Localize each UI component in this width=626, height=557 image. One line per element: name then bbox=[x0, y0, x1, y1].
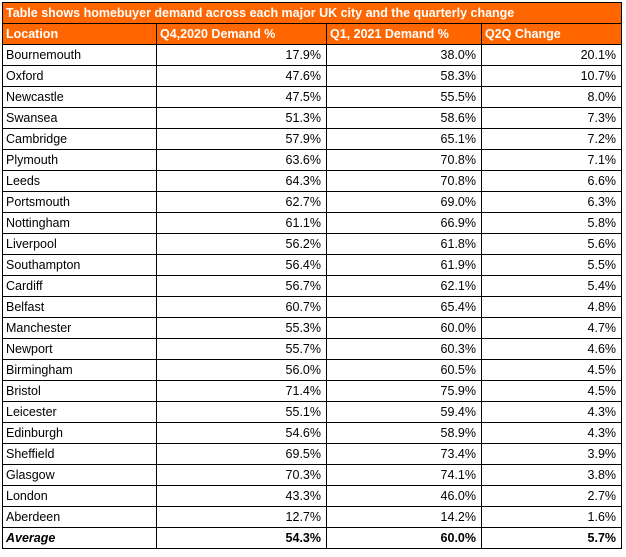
cell-q4-2020: 60.7% bbox=[157, 297, 327, 318]
cell-location: Swansea bbox=[3, 108, 157, 129]
table-row bbox=[3, 255, 622, 276]
cell-q4-2020: 56.0% bbox=[157, 360, 327, 381]
cell-q4-2020: 55.1% bbox=[157, 402, 327, 423]
cell-change: 3.8% bbox=[482, 465, 622, 486]
cell-q1-2021: 58.6% bbox=[327, 108, 482, 129]
cell-change: 7.2% bbox=[482, 129, 622, 150]
cell-q1-2021: 61.9% bbox=[327, 255, 482, 276]
cell-change: 4.8% bbox=[482, 297, 622, 318]
table-row bbox=[3, 276, 622, 297]
cell-change: 2.7% bbox=[482, 486, 622, 507]
cell-q4-2020: 54.6% bbox=[157, 423, 327, 444]
cell-location: Birmingham bbox=[3, 360, 157, 381]
table-row bbox=[3, 66, 622, 87]
cell-location: Cambridge bbox=[3, 129, 157, 150]
table-title: Table shows homebuyer demand across each major UK city and the quarterly change bbox=[3, 3, 622, 24]
table-row bbox=[3, 486, 622, 507]
cell-location: Bristol bbox=[3, 381, 157, 402]
cell-q4-2020: 47.5% bbox=[157, 87, 327, 108]
average-q1-2021: 60.0% bbox=[327, 528, 482, 549]
cell-change: 4.3% bbox=[482, 423, 622, 444]
table-body bbox=[3, 45, 622, 549]
cell-change: 5.5% bbox=[482, 255, 622, 276]
cell-q1-2021: 65.4% bbox=[327, 297, 482, 318]
cell-location: Belfast bbox=[3, 297, 157, 318]
cell-q1-2021: 60.0% bbox=[327, 318, 482, 339]
cell-q1-2021: 74.1% bbox=[327, 465, 482, 486]
table-row bbox=[3, 318, 622, 339]
cell-q4-2020: 56.2% bbox=[157, 234, 327, 255]
table-row bbox=[3, 507, 622, 528]
cell-change: 4.7% bbox=[482, 318, 622, 339]
table-row bbox=[3, 171, 622, 192]
cell-q4-2020: 61.1% bbox=[157, 213, 327, 234]
cell-q4-2020: 55.7% bbox=[157, 339, 327, 360]
cell-q1-2021: 60.5% bbox=[327, 360, 482, 381]
cell-q1-2021: 70.8% bbox=[327, 150, 482, 171]
table-row bbox=[3, 87, 622, 108]
cell-q4-2020: 69.5% bbox=[157, 444, 327, 465]
cell-q1-2021: 62.1% bbox=[327, 276, 482, 297]
cell-q1-2021: 38.0% bbox=[327, 45, 482, 66]
cell-q1-2021: 14.2% bbox=[327, 507, 482, 528]
cell-location: Newcastle bbox=[3, 87, 157, 108]
average-row bbox=[3, 528, 622, 549]
table-row bbox=[3, 339, 622, 360]
cell-location: Edinburgh bbox=[3, 423, 157, 444]
header-q1-2021-demand: Q1, 2021 Demand % bbox=[327, 24, 482, 45]
cell-q1-2021: 46.0% bbox=[327, 486, 482, 507]
table-row bbox=[3, 297, 622, 318]
cell-location: Aberdeen bbox=[3, 507, 157, 528]
demand-table bbox=[2, 2, 622, 549]
cell-location: London bbox=[3, 486, 157, 507]
header-row bbox=[3, 24, 622, 45]
cell-change: 7.1% bbox=[482, 150, 622, 171]
cell-q4-2020: 71.4% bbox=[157, 381, 327, 402]
cell-q1-2021: 65.1% bbox=[327, 129, 482, 150]
cell-q1-2021: 73.4% bbox=[327, 444, 482, 465]
table-row bbox=[3, 465, 622, 486]
header-q2q-change: Q2Q Change bbox=[482, 24, 622, 45]
cell-q4-2020: 57.9% bbox=[157, 129, 327, 150]
cell-location: Leeds bbox=[3, 171, 157, 192]
cell-q1-2021: 55.5% bbox=[327, 87, 482, 108]
cell-location: Nottingham bbox=[3, 213, 157, 234]
cell-change: 4.6% bbox=[482, 339, 622, 360]
cell-q1-2021: 61.8% bbox=[327, 234, 482, 255]
header-q4-2020-demand: Q4,2020 Demand % bbox=[157, 24, 327, 45]
cell-change: 7.3% bbox=[482, 108, 622, 129]
average-q4-2020: 54.3% bbox=[157, 528, 327, 549]
cell-location: Manchester bbox=[3, 318, 157, 339]
cell-change: 5.6% bbox=[482, 234, 622, 255]
cell-q1-2021: 58.3% bbox=[327, 66, 482, 87]
table-row bbox=[3, 150, 622, 171]
table-row bbox=[3, 234, 622, 255]
table-row bbox=[3, 129, 622, 150]
cell-location: Plymouth bbox=[3, 150, 157, 171]
cell-change: 4.5% bbox=[482, 360, 622, 381]
cell-change: 6.3% bbox=[482, 192, 622, 213]
cell-q4-2020: 56.7% bbox=[157, 276, 327, 297]
cell-change: 10.7% bbox=[482, 66, 622, 87]
average-change: 5.7% bbox=[482, 528, 622, 549]
cell-q1-2021: 58.9% bbox=[327, 423, 482, 444]
cell-q4-2020: 62.7% bbox=[157, 192, 327, 213]
cell-q4-2020: 70.3% bbox=[157, 465, 327, 486]
cell-change: 6.6% bbox=[482, 171, 622, 192]
table-row bbox=[3, 108, 622, 129]
cell-change: 3.9% bbox=[482, 444, 622, 465]
cell-change: 4.3% bbox=[482, 402, 622, 423]
cell-change: 5.8% bbox=[482, 213, 622, 234]
cell-change: 8.0% bbox=[482, 87, 622, 108]
cell-change: 4.5% bbox=[482, 381, 622, 402]
cell-q4-2020: 47.6% bbox=[157, 66, 327, 87]
demand-table-container bbox=[2, 2, 621, 549]
cell-change: 20.1% bbox=[482, 45, 622, 66]
cell-change: 5.4% bbox=[482, 276, 622, 297]
cell-change: 1.6% bbox=[482, 507, 622, 528]
title-row bbox=[3, 3, 622, 24]
average-label: Average bbox=[3, 528, 157, 549]
cell-q4-2020: 43.3% bbox=[157, 486, 327, 507]
cell-location: Southampton bbox=[3, 255, 157, 276]
cell-q4-2020: 64.3% bbox=[157, 171, 327, 192]
cell-q1-2021: 75.9% bbox=[327, 381, 482, 402]
cell-q4-2020: 17.9% bbox=[157, 45, 327, 66]
table-row bbox=[3, 213, 622, 234]
cell-location: Liverpool bbox=[3, 234, 157, 255]
cell-q1-2021: 70.8% bbox=[327, 171, 482, 192]
table-row bbox=[3, 423, 622, 444]
cell-q4-2020: 55.3% bbox=[157, 318, 327, 339]
cell-location: Glasgow bbox=[3, 465, 157, 486]
table-row bbox=[3, 192, 622, 213]
cell-location: Oxford bbox=[3, 66, 157, 87]
cell-location: Portsmouth bbox=[3, 192, 157, 213]
cell-q4-2020: 63.6% bbox=[157, 150, 327, 171]
cell-q1-2021: 59.4% bbox=[327, 402, 482, 423]
cell-location: Leicester bbox=[3, 402, 157, 423]
cell-location: Bournemouth bbox=[3, 45, 157, 66]
cell-q4-2020: 12.7% bbox=[157, 507, 327, 528]
table-row bbox=[3, 444, 622, 465]
cell-q1-2021: 66.9% bbox=[327, 213, 482, 234]
table-row bbox=[3, 381, 622, 402]
table-row bbox=[3, 402, 622, 423]
cell-location: Newport bbox=[3, 339, 157, 360]
header-location: Location bbox=[3, 24, 157, 45]
cell-q1-2021: 69.0% bbox=[327, 192, 482, 213]
cell-q1-2021: 60.3% bbox=[327, 339, 482, 360]
cell-q4-2020: 56.4% bbox=[157, 255, 327, 276]
table-row bbox=[3, 360, 622, 381]
cell-q4-2020: 51.3% bbox=[157, 108, 327, 129]
cell-location: Sheffield bbox=[3, 444, 157, 465]
cell-location: Cardiff bbox=[3, 276, 157, 297]
table-row bbox=[3, 45, 622, 66]
